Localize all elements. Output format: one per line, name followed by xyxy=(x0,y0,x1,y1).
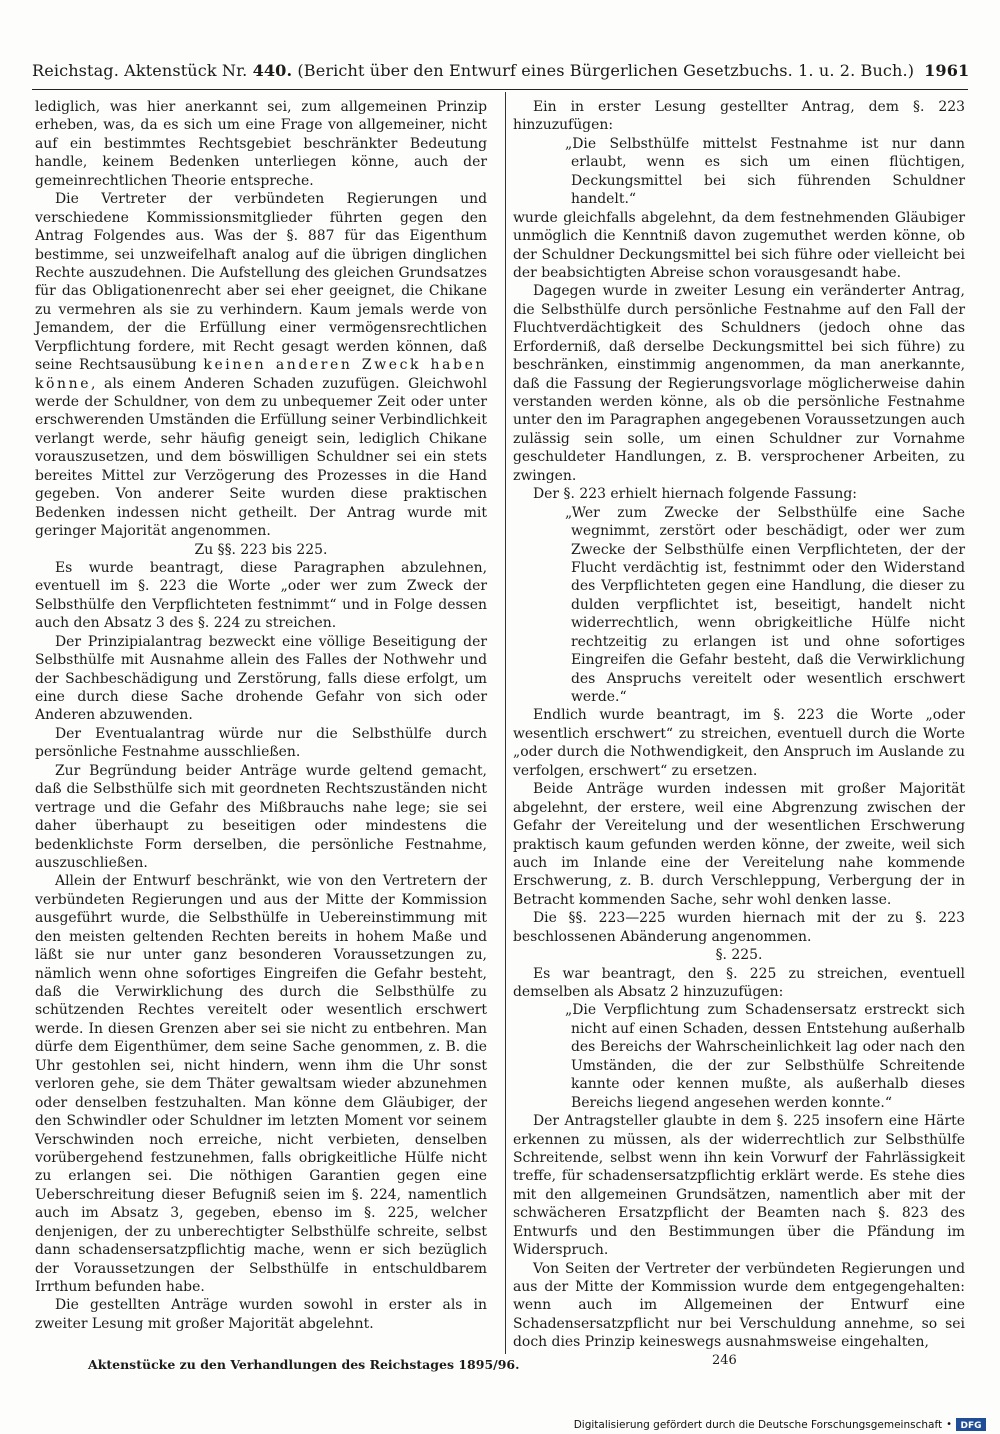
paragraph: wurde gleichfalls abgelehnt, da dem festnehmenden Gläubiger unmöglich die Kenntniß davon zugemuthet werden könne, ob der Schuldner Deckungsmittel bei sich führe oder vielleicht bei der beabsichtigten Abreise schon vorausgesandt habe. xyxy=(513,209,965,281)
svg-text:DFG: DFG xyxy=(960,1421,982,1431)
digitization-credit xyxy=(574,1418,986,1431)
paragraph: Der Prinzipialantrag bezweckt eine völlige Beseitigung der Selbsthülfe mit Ausnahme allein des Falles der Nothwehr und der Sachbeschädigung und Zerstörung, falls diese erfolgt, um eine durch diese Sache drohende Gefahr von sich oder Anderen abzuwenden. xyxy=(35,633,487,724)
paragraph xyxy=(35,190,487,540)
header-rule xyxy=(32,89,968,90)
running-title xyxy=(32,61,914,80)
quotation: „Die Selbsthülfe mittelst Festnahme ist nur dann erlaubt, wenn es sich um einen flüchtigen, Deckungsmittel bei sich führenden Schuldner handelt.“ xyxy=(565,135,965,208)
paragraph: Der Antragsteller glaubte in dem §. 225 insofern eine Härte erkennen zu müssen, als der widerrechtlich zur Selbsthülfe Schreitende, selbst wenn ihn kein Vorwurf der Fahrlässigkeit treffe, für schadensersatzpflichtig erklärt werde. Es stehe dies mit den allgemeinen Grundsätzen, namentlich aber mit der schwächeren Ersatzpflicht der Beamten nach §. 823 des Entwurfs und den Bestimmungen über die Pfändung im Widerspruch. xyxy=(513,1113,965,1259)
paragraph: Dagegen wurde in zweiter Lesung ein veränderter Antrag, die Selbsthülfe durch persönliche Festnahme auf den Fall der Fluchtverdächtigkeit des Schuldners (jedoch ohne das Erforderniß, daß derselbe Deckungsmittel bei sich führe) zu beschränken, einstimmig angenommen, da man anerkannte, daß die Fassung der Regierungsvorlage möglicherweise dahin verstanden werden könne, als ob die persönliche Festnahme unter den im Paragraphen angegebenen Voraussetzungen auch zulässig sein solle, um einen Schuldner zur Vornahme geschuldeter Handlungen, z. B. versprochener Arbeiten, zu zwingen. xyxy=(513,283,965,484)
page-number: 1961 xyxy=(924,60,970,80)
document-number: 440. xyxy=(252,60,293,80)
left-column xyxy=(35,98,487,1333)
dfg-logo-icon xyxy=(956,1418,986,1431)
quotation: „Wer zum Zwecke der Selbsthülfe eine Sache wegnimmt, zerstört oder beschädigt, oder wer zum Zwecke der Selbsthülfe einen Verpflichteten, der der Flucht verdächtig ist, festnimmt oder den Widerstand des Verpflichteten gegen eine Handlung, die dieser zu dulden verpflichtet ist, beseitigt, handelt nicht widerrechtlich, wenn obrigkeitliche Hülfe nicht rechtzeitig zu erlangen ist und ohne sofortiges Eingreifen die Gefahr besteht, daß die Verwirklichung des Anspruchs vereitelt oder wesentlich erschwert werde.“ xyxy=(565,504,965,705)
paragraph: Der §. 223 erhielt hiernach folgende Fassung: xyxy=(533,486,857,503)
paragraph: Von Seiten der Vertreter der verbündeten Regierungen und aus der Mitte der Kommission wurde dem entgegengehalten: wenn auch im Allgemeinen der Entwurf eine Schadensersatzpflicht nur bei Verschuldung annehme, so sei doch dies Prinzip keineswegs ausnahmsweise eingehalten, xyxy=(513,1260,965,1351)
paragraph: Es war beantragt, den §. 225 zu streichen, eventuell demselben als Absatz 2 hinzuzufügen: xyxy=(513,965,965,1000)
paragraph: Ein in erster Lesung gestellter Antrag, dem §. 223 hinzuzufügen: xyxy=(513,99,965,134)
paragraph: Endlich wurde beantragt, im §. 223 die Worte „oder wesentlich erschwert“ zu streichen, eventuell durch die Worte „oder durch die Nothwendigkeit, den Anspruch im Auslande zu verfolgen, erschwert“ zu ersetzen. xyxy=(513,707,965,779)
paragraph: Allein der Entwurf beschränkt, wie von den Vertretern der verbündeten Regierungen und aus der Mitte der Kommission ausgeführt wurde, die Selbsthülfe in Uebereinstimmung mit den meisten geltenden Rechten bereits in hohem Maße und läßt sie nur unter ganz besonderen Voraussetzungen zu, nämlich wenn ohne sofortiges Eingreifen die Gefahr besteht, daß die Verwirklichung des durch die Selbsthülfe zu schützenden Rechtes vereitelt oder wesentlich erschwert werde. In diesen Grenzen aber sei sie nicht zu entbehren. Man dürfe dem Eigenthümer, dem seine Sache genommen, z. B. die Uhr gestohlen sei, nicht hindern, wenn ihm die Uhr sonst verloren gehe, sie dem Thäter gewaltsam wieder abzunehmen oder denselben festzuhalten. Man könne dem Gläubiger, der den Schwindler oder Schuldner im letzten Moment vor seinem Verschwinden noch erreiche, nicht verbieten, denselben vorübergehend festzunehmen, falls obrigkeitliche Hülfe nicht zu erlangen sei. Die nöthigen Garantien gegen eine Ueberschreitung dieser Befugniß seien im §. 224, namentlich auch im Absatz 3, gegeben, ebenso im §. 225, welcher denjenigen, der zu unberechtigter Selbsthülfe schreite, selbst dann schadensersatzpflichtig mache, wenn er sich bezüglich der Voraussetzungen der Selbsthülfe in entschuldbarem Irrthum befunden habe. xyxy=(35,873,487,1295)
paragraph-text: Die Vertreter der verbündeten Regierungen und verschiedene Kommissionsmitglieder führten gegen den Antrag Folgendes aus. Was der §. 887 für das Eigenthum bestimme, sei unzweifelhaft analog auf die übrigen dinglichen Rechte auszudehnen. Die Aufstellung des gleichen Grundsatzes für das Obligationenrecht aber sei eher geeignet, die Chikane zu vermehren als sie zu verhindern. Kaum jemals werde von Jemandem, der die Erfüllung einer vermögensrechtlichen Verpflichtung fordere, mit Recht gesagt werden können, daß seine Rechtsausübung xyxy=(35,191,487,374)
section-heading: Zu §§. 223 bis 225. xyxy=(194,541,328,558)
right-column xyxy=(513,98,965,1352)
section-heading: §. 225. xyxy=(715,947,763,964)
paragraph: Die gestellten Anträge wurden sowohl in erster als in zweiter Lesung mit großer Majorität abgelehnt. xyxy=(35,1297,487,1332)
paragraph: Der Eventualantrag würde nur die Selbsthülfe durch persönliche Festnahme ausschließen. xyxy=(35,725,487,761)
footer-title: Aktenstücke zu den Verhandlungen des Reichstages 1895/96. xyxy=(88,1357,520,1372)
separator-dot: • xyxy=(946,1419,952,1430)
column-divider xyxy=(505,92,506,1354)
emphasis-spaced: keinen anderen Zweck haben könne xyxy=(35,357,487,392)
credit-text: Digitalisierung gefördert durch die Deutsche Forschungsgemeinschaft xyxy=(573,1418,943,1431)
quotation: „Die Verpflichtung zum Schadensersatz erstreckt sich nicht auf einen Schaden, dessen Entstehung außerhalb des Bereichs der Wahrscheinlichkeit lag oder nach den Umständen, die der zur Selbsthülfe Schreitende kannte oder kennen mußte, als außerhalb dieses Bereichs liegend angesehen werden konnte.“ xyxy=(565,1002,965,1111)
paragraph-text: , als einem Anderen Schaden zuzufügen. Gleichwohl werde der Schuldner, von dem zu unbequemer Zeit oder unter erschwerenden Umständen die Erfüllung seiner Verbindlichkeit verlangt werde, sehr häufig geneigt sein, lediglich Chikane vorauszusetzen, und dem böswilligen Schuldner sei ein stets bereites Mittel zur Verzögerung des Prozesses in die Hand gegeben. Von anderer Seite wurden diese praktischen Bedenken indessen nicht getheilt. Der Antrag wurde mit geringer Majorität angenommen. xyxy=(35,375,487,540)
sheet-number: 246 xyxy=(712,1353,737,1368)
paragraph: Zur Begründung beider Anträge wurde geltend gemacht, daß die Selbsthülfe sich mit geordneten Rechtszuständen nicht vertrage und die Gefahr des Mißbrauchs nahe lege; sie sei daher überhaupt zu beseitigen oder mindestens die bedenklichste Form derselben, die persönliche Festnahme, auszuschließen. xyxy=(35,762,487,871)
running-header xyxy=(32,52,968,88)
paragraph: Es wurde beantragt, diese Paragraphen abzulehnen, eventuell im §. 223 die Worte „oder wer zum Zweck der Selbsthülfe den Verpflichteten festnimmt“ und in Folge dessen auch den Absatz 3 des §. 224 zu streichen. xyxy=(35,559,487,632)
paragraph: Die §§. 223—225 wurden hiernach mit der zu §. 223 beschlossenen Abänderung angenommen. xyxy=(513,910,965,945)
running-title-start: Reichstag. Aktenstück Nr. xyxy=(32,60,253,80)
paragraph: Beide Anträge wurden indessen mit großer Majorität abgelehnt, der erstere, weil eine Abgrenzung zwischen der Gefahr der Vereitelung und der wesentlichen Erschwerung praktisch kaum gefunden werden könne, der zweite, weil sich auch im Inlande eine der Vereitelung nahe kommende Erschwerung, z. B. durch Verschleppung, Verbergung der in Betracht kommenden Sache, sehr wohl denken lasse. xyxy=(513,781,965,908)
paragraph: lediglich, was hier anerkannt sei, zum allgemeinen Prinzip erheben, was, da es sich um eine Frage von allgemeiner, nicht auf ein bestimmtes Rechtsgebiet beschränkter Bedeutung handle, keinem Bedenken unterliegen könne, auch der gemeinrechtlichen Theorie entspreche. xyxy=(35,99,487,189)
running-title-end: (Bericht über den Entwurf eines Bürgerlichen Gesetzbuchs. 1. u. 2. Buch.) xyxy=(292,60,915,80)
